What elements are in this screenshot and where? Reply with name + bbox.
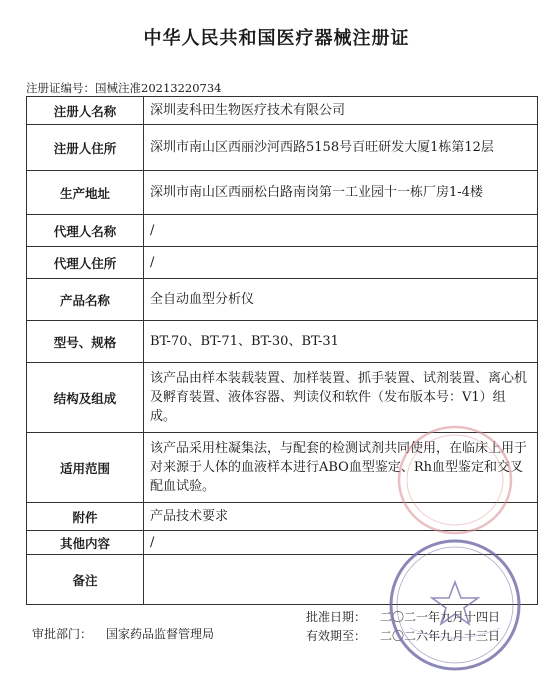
table-row [27,321,538,363]
valid-until-label: 有效期至： [306,629,367,643]
row-value: 深圳麦科田生物医疗技术有限公司 [144,97,538,125]
table-row [27,97,538,125]
row-value: / [144,247,538,279]
row-label: 产品名称 [27,279,144,321]
certificate-number: 注册证编号：国械注准20213220734 [26,81,222,95]
approval-date-label: 批准日期： [306,610,367,624]
approval-department-label: 审批部门： [32,627,93,641]
approval-department-value: 国家药品监督管理局 [106,627,215,641]
valid-until [306,627,500,644]
row-label: 备注 [27,555,144,605]
approval-date [306,608,500,625]
row-value: 深圳市南山区西丽沙河西路5158号百旺研发大厦1栋第12层 [144,125,538,171]
row-value: 该产品由样本装载装置、加样装置、抓手装置、试剂装置、离心机及孵育装置、液体容器、判读仪和软件（发布版本号：V1）组成。 [144,363,538,433]
row-value: / [144,531,538,555]
approval-date-value: 二〇二一年九月十四日 [380,610,501,624]
table-row [27,247,538,279]
table-row [27,279,538,321]
row-label: 注册人住所 [27,125,144,171]
row-label: 其他内容 [27,531,144,555]
table-row [27,555,538,605]
row-value: BT-70、BT-71、BT-30、BT-31 [144,321,538,363]
row-value: / [144,215,538,247]
row-value: 该产品采用柱凝集法，与配套的检测试剂共同使用，在临床上用于对来源于人体的血液样本进行ABO血型鉴定、Rh血型鉴定和交叉配血试验。 [144,433,538,503]
table-row [27,433,538,503]
row-label: 注册人名称 [27,97,144,125]
table-row [27,503,538,531]
row-label: 生产地址 [27,171,144,215]
valid-until-value: 二〇二六年九月十三日 [380,629,501,643]
table-row [27,171,538,215]
row-label: 结构及组成 [27,363,144,433]
row-value [144,555,538,605]
row-label: 型号、规格 [27,321,144,363]
row-value: 深圳市南山区西丽松白路南岗第一工业园十一栋厂房1-4楼 [144,171,538,215]
table-row [27,363,538,433]
row-value: 产品技术要求 [144,503,538,531]
row-label: 代理人名称 [27,215,144,247]
registration-table [26,96,538,605]
row-label: 适用范围 [27,433,144,503]
approval-department [32,625,214,642]
row-value: 全自动血型分析仪 [144,279,538,321]
document-title: 中华人民共和国医疗器械注册证 [143,28,410,49]
row-label: 附件 [27,503,144,531]
row-label: 代理人住所 [27,247,144,279]
table-row [27,215,538,247]
table-row [27,531,538,555]
table-row [27,125,538,171]
